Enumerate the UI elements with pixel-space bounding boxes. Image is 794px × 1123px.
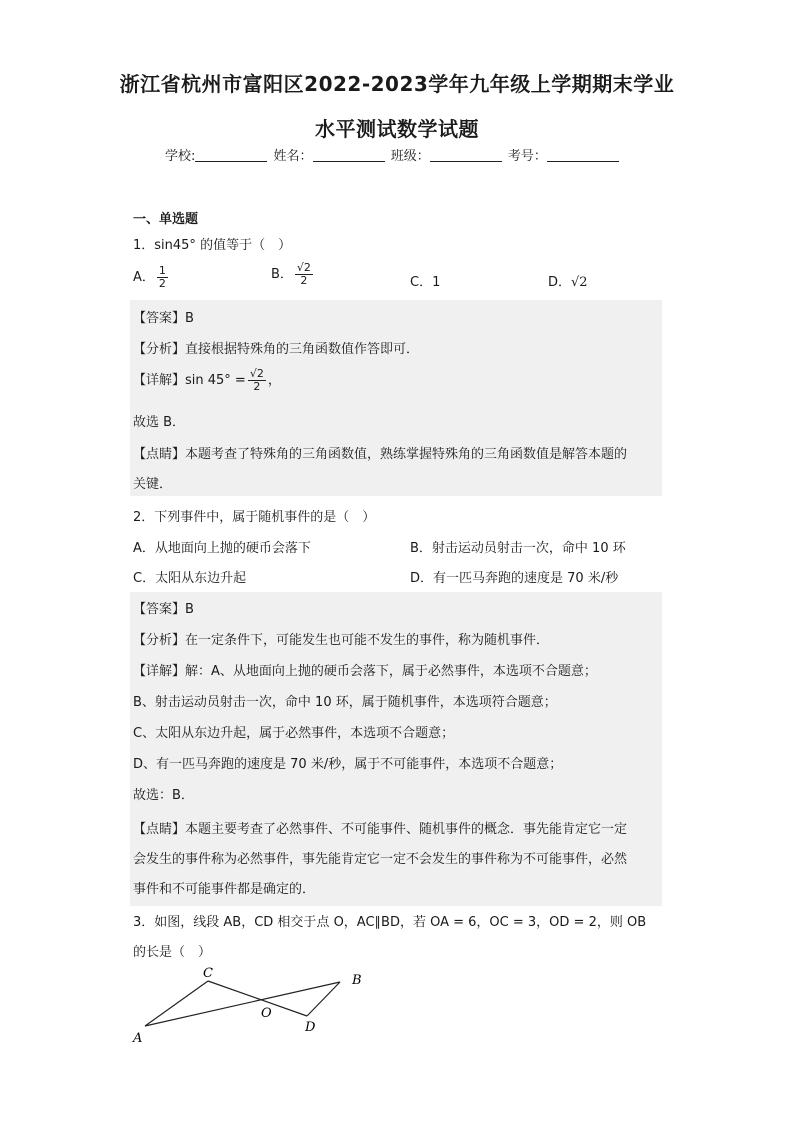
q1-detail-denominator: 2 (253, 380, 261, 393)
segment-bd (307, 982, 340, 1016)
q1-answer: 【答案】B (133, 311, 194, 326)
q2-comment-line2: 会发生的事件称为必然事件，事先能肯定它一定不会发生的事件称为不可能事件，必然 (133, 852, 628, 867)
label-a: A (133, 1031, 143, 1046)
q2-comment-line1: 【点睛】本题主要考查了必然事件、不可能事件、随机事件的概念．事先能肯定它一定 (133, 822, 628, 837)
q1-detail-suffix: ， (267, 373, 281, 388)
q2-option-a: A．从地面向上抛的硬币会落下 (133, 541, 311, 556)
q1-choose: 故选 B． (133, 415, 186, 430)
q1-option-a (133, 265, 170, 290)
q1-detail-fraction (248, 368, 266, 393)
q2-option-d: D．有一匹马奔跑的速度是 70 米/秒 (410, 571, 619, 586)
name-label: 姓名： (273, 149, 313, 164)
section-title: 一、单选题 (133, 212, 199, 227)
q1-analysis: 【分析】直接根据特殊角的三角函数值作答即可． (133, 342, 420, 357)
q2-answer: 【答案】B (133, 602, 194, 617)
page-title-line1: 浙江省杭州市富阳区2022-2023学年九年级上学期期末学业 (119, 72, 675, 96)
q1-option-a-letter: A． (133, 270, 155, 285)
q3-stem-line2: 的长是（ ） (133, 945, 212, 960)
name-blank (313, 149, 385, 162)
q1-detail-prefix: 【详解】sin 45° = (133, 373, 246, 388)
q2-analysis: 【分析】在一定条件下，可能发生也可能不发生的事件，称为随机事件． (133, 633, 550, 648)
q2-detail-line3: C、太阳从东边升起，属于必然事件，本选项不合题意； (133, 726, 455, 741)
q2-choose: 故选：B． (133, 788, 194, 803)
q2-option-c: C．太阳从东边升起 (133, 571, 247, 586)
page-title-line2: 水平测试数学试题 (315, 117, 479, 141)
q1-option-b-fraction (295, 262, 313, 287)
segment-cd (208, 981, 307, 1016)
q2-detail-line2: B、射击运动员射击一次，命中 10 环，属于随机事件，本选项符合题意； (133, 695, 557, 710)
q1-option-d (548, 271, 588, 290)
label-b: B (352, 973, 362, 988)
q1-option-b-numerator: √2 (296, 261, 311, 274)
q1-detail-numerator: √2 (249, 367, 264, 380)
q1-option-c: C．1 (410, 275, 441, 290)
q3-stem-line1: 3．如图，线段 AB，CD 相交于点 O，AC∥BD，若 OA = 6，OC = 3，OD = 2，则 OB (133, 915, 647, 930)
exam-number-blank (547, 149, 619, 162)
q1-option-d-letter: D． (548, 275, 572, 290)
q1-option-a-numerator: 1 (158, 264, 166, 277)
q1-solution-box (130, 300, 662, 496)
q1-stem: 1．sin45° 的值等于（ ） (133, 238, 292, 253)
q2-comment-line3: 事件和不可能事件都是确定的． (133, 882, 316, 897)
q2-option-b: B．射击运动员射击一次，命中 10 环 (410, 541, 626, 556)
school-label: 学校: (165, 149, 196, 164)
q1-option-a-fraction (157, 265, 168, 290)
class-blank (430, 149, 502, 162)
exam-number-label: 考号： (507, 149, 547, 164)
q1-comment-line2: 关键． (133, 477, 173, 492)
label-o: O (261, 1006, 272, 1021)
q2-detail-line1: 【详解】解：A、从地面向上抛的硬币会落下，属于必然事件，本选项不合题意； (133, 664, 597, 679)
q1-comment-line1: 【点睛】本题考查了特殊角的三角函数值，熟练掌握特殊角的三角函数值是解答本题的 (133, 447, 628, 462)
q3-geometry-figure (125, 960, 385, 1050)
q1-option-b-letter: B． (271, 267, 293, 282)
q1-option-a-denominator: 2 (158, 277, 166, 290)
label-c: C (203, 966, 213, 981)
label-d: D (305, 1020, 316, 1035)
school-blank (195, 149, 267, 162)
q1-option-d-value: √2 (571, 275, 588, 290)
q2-stem: 2．下列事件中，属于随机事件的是（ ） (133, 510, 376, 525)
q1-option-b (271, 262, 315, 287)
q2-detail-line4: D、有一匹马奔跑的速度是 70 米/秒，属于不可能事件，本选项不合题意； (133, 757, 563, 772)
q1-detail (133, 368, 281, 393)
q1-option-b-denominator: 2 (300, 274, 308, 287)
student-info-row (165, 145, 621, 164)
class-label: 班级： (390, 149, 430, 164)
